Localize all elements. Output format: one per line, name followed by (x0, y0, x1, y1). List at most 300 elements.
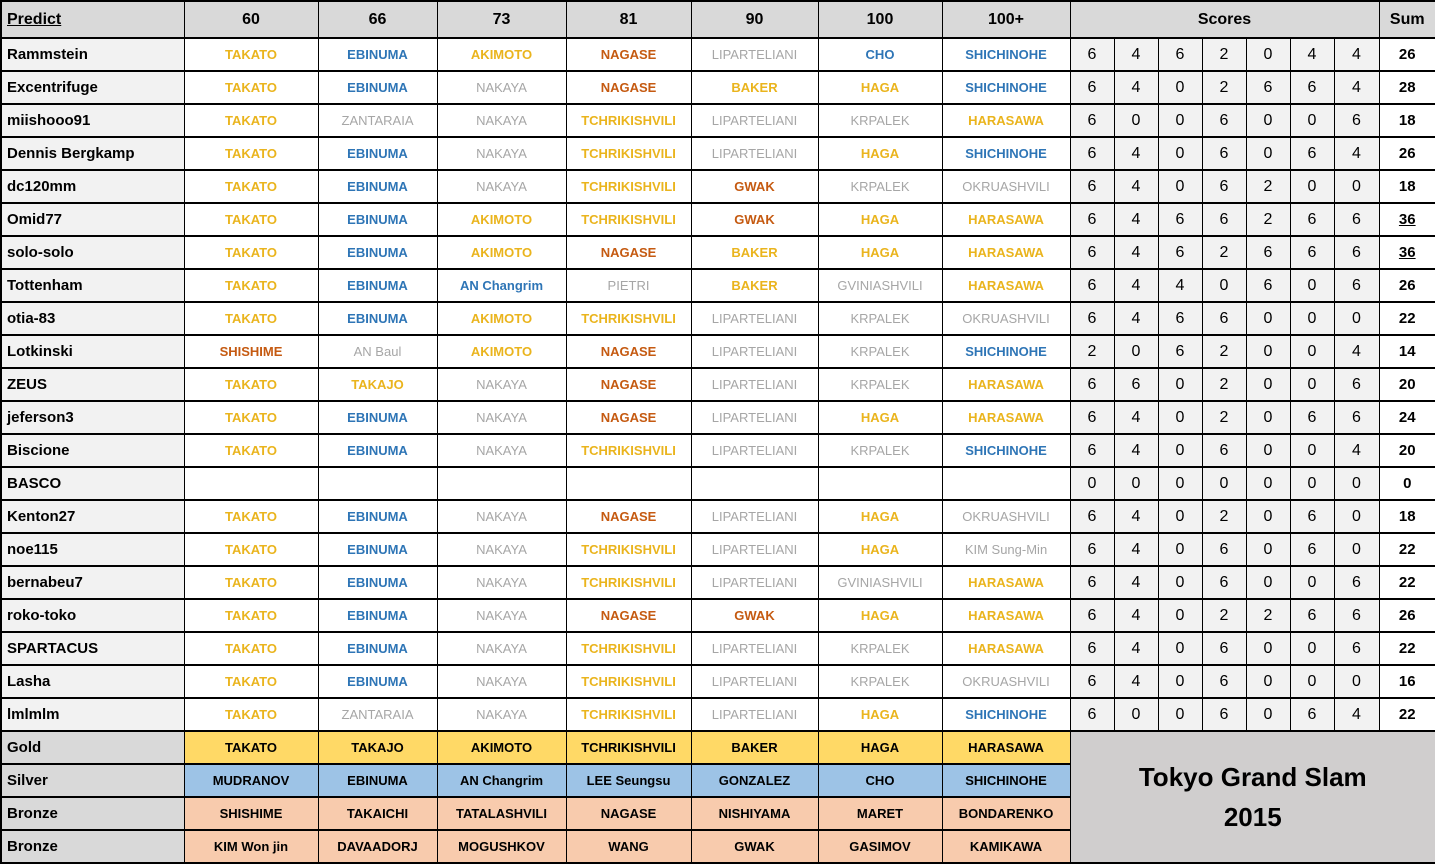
pick-cell: AKIMOTO (437, 38, 566, 71)
score-cell: 0 (1290, 368, 1334, 401)
pick-cell: LIPARTELIANI (691, 500, 818, 533)
predictor-name: SPARTACUS (1, 632, 184, 665)
score-cell: 6 (1290, 533, 1334, 566)
score-cell: 6 (1070, 368, 1114, 401)
medal-name-cell: NAGASE (566, 797, 691, 830)
score-cell: 4 (1114, 566, 1158, 599)
pick-cell: GVINIASHVILI (818, 566, 942, 599)
score-cell: 0 (1290, 566, 1334, 599)
score-cell: 6 (1070, 203, 1114, 236)
pick-cell: AKIMOTO (437, 335, 566, 368)
pick-cell: KRPALEK (818, 632, 942, 665)
medal-name-cell: AN Changrim (437, 764, 566, 797)
pick-cell: CHO (818, 38, 942, 71)
medal-name-cell: GWAK (691, 830, 818, 863)
medal-row-label: Bronze (1, 797, 184, 830)
score-cell: 0 (1246, 104, 1290, 137)
score-cell: 4 (1158, 269, 1202, 302)
medal-name-cell: EBINUMA (318, 764, 437, 797)
predictor-name: lmlmlm (1, 698, 184, 731)
medal-row-label: Bronze (1, 830, 184, 863)
score-cell: 6 (1202, 302, 1246, 335)
score-cell: 6 (1158, 236, 1202, 269)
pick-cell: KRPALEK (818, 104, 942, 137)
score-cell: 6 (1202, 434, 1246, 467)
pick-cell: TCHRIKISHVILI (566, 533, 691, 566)
pick-cell: HARASAWA (942, 401, 1070, 434)
predictor-name: dc120mm (1, 170, 184, 203)
score-cell: 6 (1202, 170, 1246, 203)
score-cell: 0 (1334, 302, 1379, 335)
pick-cell: LIPARTELIANI (691, 533, 818, 566)
pick-cell: LIPARTELIANI (691, 137, 818, 170)
sum-cell: 20 (1379, 434, 1435, 467)
pick-cell: TAKATO (184, 170, 318, 203)
weight-header-90: 90 (691, 1, 818, 38)
score-cell: 4 (1114, 71, 1158, 104)
table-row (1, 401, 1435, 434)
score-cell: 0 (1246, 533, 1290, 566)
score-cell: 4 (1114, 500, 1158, 533)
score-cell: 0 (1246, 434, 1290, 467)
score-cell: 6 (1070, 434, 1114, 467)
pick-cell: LIPARTELIANI (691, 38, 818, 71)
pick-cell: HARASAWA (942, 599, 1070, 632)
score-cell: 0 (1334, 500, 1379, 533)
weight-header-81: 81 (566, 1, 691, 38)
sum-cell: 22 (1379, 632, 1435, 665)
score-cell: 6 (1070, 599, 1114, 632)
medal-name-cell: AKIMOTO (437, 731, 566, 764)
pick-cell: OKRUASHVILI (942, 170, 1070, 203)
score-cell: 0 (1334, 533, 1379, 566)
pick-cell: TAKATO (184, 632, 318, 665)
score-cell: 0 (1290, 434, 1334, 467)
score-cell: 4 (1114, 170, 1158, 203)
score-cell: 6 (1070, 401, 1114, 434)
score-cell: 4 (1114, 38, 1158, 71)
score-cell: 0 (1290, 632, 1334, 665)
pick-cell: EBINUMA (318, 533, 437, 566)
pick-cell: TAKATO (184, 302, 318, 335)
pick-cell: LIPARTELIANI (691, 434, 818, 467)
score-cell: 6 (1202, 533, 1246, 566)
medal-name-cell: WANG (566, 830, 691, 863)
score-cell: 4 (1334, 71, 1379, 104)
pick-cell: TCHRIKISHVILI (566, 104, 691, 137)
score-cell: 6 (1070, 302, 1114, 335)
score-cell: 6 (1334, 104, 1379, 137)
sum-cell: 26 (1379, 38, 1435, 71)
score-cell: 0 (1290, 104, 1334, 137)
score-cell: 4 (1334, 698, 1379, 731)
score-cell: 6 (1202, 632, 1246, 665)
sum-cell: 22 (1379, 566, 1435, 599)
score-cell: 6 (1158, 38, 1202, 71)
pick-cell: SHICHINOHE (942, 335, 1070, 368)
score-cell: 6 (1290, 698, 1334, 731)
pick-cell: TAKATO (184, 401, 318, 434)
score-cell: 2 (1246, 170, 1290, 203)
table-row (1, 335, 1435, 368)
pick-cell: LIPARTELIANI (691, 632, 818, 665)
score-cell: 6 (1334, 632, 1379, 665)
pick-cell: GVINIASHVILI (818, 269, 942, 302)
sum-cell: 20 (1379, 368, 1435, 401)
score-cell: 0 (1290, 665, 1334, 698)
score-cell: 6 (1334, 401, 1379, 434)
sum-cell: 26 (1379, 599, 1435, 632)
weight-header-100plus: 100+ (942, 1, 1070, 38)
table-row (1, 71, 1435, 104)
pick-cell: NAGASE (566, 500, 691, 533)
pick-cell: EBINUMA (318, 599, 437, 632)
pick-cell: TCHRIKISHVILI (566, 665, 691, 698)
score-cell: 2 (1202, 71, 1246, 104)
medal-name-cell: TAKATO (184, 731, 318, 764)
pick-cell: LIPARTELIANI (691, 368, 818, 401)
pick-cell: HAGA (818, 236, 942, 269)
predictor-name: miishooo91 (1, 104, 184, 137)
tournament-title (1070, 731, 1435, 863)
pick-cell: HAGA (818, 500, 942, 533)
pick-cell: NAKAYA (437, 533, 566, 566)
pick-cell: LIPARTELIANI (691, 335, 818, 368)
score-cell: 6 (1334, 236, 1379, 269)
score-cell: 6 (1158, 335, 1202, 368)
score-cell: 4 (1114, 632, 1158, 665)
medal-name-cell: TAKAJO (318, 731, 437, 764)
score-cell: 2 (1202, 368, 1246, 401)
score-cell: 0 (1290, 170, 1334, 203)
score-cell: 2 (1202, 335, 1246, 368)
medal-name-cell: TCHRIKISHVILI (566, 731, 691, 764)
pick-cell: KRPALEK (818, 170, 942, 203)
pick-cell: AKIMOTO (437, 203, 566, 236)
pick-cell: HAGA (818, 533, 942, 566)
pick-cell: NAGASE (566, 335, 691, 368)
score-cell: 0 (1290, 335, 1334, 368)
score-cell: 6 (1070, 236, 1114, 269)
pick-cell: NAGASE (566, 368, 691, 401)
pick-cell: KRPALEK (818, 335, 942, 368)
pick-cell: LIPARTELIANI (691, 566, 818, 599)
score-cell: 2 (1246, 203, 1290, 236)
pick-cell: NAKAYA (437, 599, 566, 632)
pick-cell: EBINUMA (318, 401, 437, 434)
predictor-name: solo-solo (1, 236, 184, 269)
pick-cell: EBINUMA (318, 269, 437, 302)
pick-cell: NAKAYA (437, 434, 566, 467)
pick-cell: TAKATO (184, 38, 318, 71)
score-cell: 0 (1158, 170, 1202, 203)
sum-cell: 18 (1379, 500, 1435, 533)
pick-cell: HARASAWA (942, 566, 1070, 599)
score-cell: 0 (1158, 566, 1202, 599)
pick-cell: GWAK (691, 170, 818, 203)
score-cell: 0 (1158, 368, 1202, 401)
sum-cell: 22 (1379, 302, 1435, 335)
pick-cell: SHISHIME (184, 335, 318, 368)
medal-row-label: Gold (1, 731, 184, 764)
pick-cell: KRPALEK (818, 434, 942, 467)
score-cell: 0 (1158, 137, 1202, 170)
score-cell: 0 (1158, 500, 1202, 533)
pick-cell: NAKAYA (437, 698, 566, 731)
pick-cell: LIPARTELIANI (691, 698, 818, 731)
pick-cell: NAKAYA (437, 137, 566, 170)
score-cell: 2 (1202, 401, 1246, 434)
sum-cell: 14 (1379, 335, 1435, 368)
pick-cell: SHICHINOHE (942, 698, 1070, 731)
pick-cell: OKRUASHVILI (942, 665, 1070, 698)
medal-name-cell: GASIMOV (818, 830, 942, 863)
pick-cell: NAGASE (566, 38, 691, 71)
score-cell: 4 (1114, 236, 1158, 269)
predictor-name: jeferson3 (1, 401, 184, 434)
score-cell: 0 (1114, 698, 1158, 731)
pick-cell: TAKATO (184, 599, 318, 632)
pick-cell: NAKAYA (437, 632, 566, 665)
pick-cell (437, 467, 566, 500)
medal-name-cell: MARET (818, 797, 942, 830)
score-cell: 4 (1114, 533, 1158, 566)
predictor-name: roko-toko (1, 599, 184, 632)
score-cell: 0 (1202, 269, 1246, 302)
sum-cell: 28 (1379, 71, 1435, 104)
medal-name-cell: GONZALEZ (691, 764, 818, 797)
pick-cell: GWAK (691, 599, 818, 632)
pick-cell: NAKAYA (437, 665, 566, 698)
pick-cell: TCHRIKISHVILI (566, 698, 691, 731)
pick-cell: HAGA (818, 203, 942, 236)
pick-cell: TAKATO (184, 137, 318, 170)
medal-name-cell: NISHIYAMA (691, 797, 818, 830)
score-cell: 2 (1202, 38, 1246, 71)
score-cell: 2 (1202, 236, 1246, 269)
score-cell: 4 (1114, 137, 1158, 170)
score-cell: 2 (1070, 335, 1114, 368)
predictor-name: Lotkinski (1, 335, 184, 368)
score-cell: 0 (1246, 467, 1290, 500)
pick-cell: LIPARTELIANI (691, 665, 818, 698)
score-cell: 6 (1202, 665, 1246, 698)
table-row (1, 104, 1435, 137)
pick-cell: NAKAYA (437, 170, 566, 203)
score-cell: 0 (1158, 434, 1202, 467)
score-cell: 0 (1246, 368, 1290, 401)
score-cell: 6 (1290, 401, 1334, 434)
score-cell: 6 (1290, 236, 1334, 269)
score-cell: 2 (1202, 599, 1246, 632)
pick-cell: ZANTARAIA (318, 698, 437, 731)
pick-cell: KRPALEK (818, 302, 942, 335)
predictor-name: Dennis Bergkamp (1, 137, 184, 170)
pick-cell: HAGA (818, 698, 942, 731)
header-row (1, 1, 1435, 38)
sum-cell: 0 (1379, 467, 1435, 500)
table-row (1, 137, 1435, 170)
score-cell: 6 (1202, 203, 1246, 236)
pick-cell: AN Changrim (437, 269, 566, 302)
table-row (1, 599, 1435, 632)
pick-cell: EBINUMA (318, 665, 437, 698)
score-cell: 6 (1070, 566, 1114, 599)
medal-name-cell: SHISHIME (184, 797, 318, 830)
weight-header-60: 60 (184, 1, 318, 38)
score-cell: 2 (1246, 599, 1290, 632)
score-cell: 4 (1334, 38, 1379, 71)
score-cell: 0 (1334, 467, 1379, 500)
score-cell: 6 (1290, 599, 1334, 632)
score-cell: 0 (1158, 632, 1202, 665)
pick-cell: EBINUMA (318, 38, 437, 71)
pick-cell: GWAK (691, 203, 818, 236)
pick-cell: NAKAYA (437, 71, 566, 104)
pick-cell: HARASAWA (942, 236, 1070, 269)
medal-name-cell: HAGA (818, 731, 942, 764)
table-row (1, 434, 1435, 467)
pick-cell: HARASAWA (942, 104, 1070, 137)
predictor-name: BASCO (1, 467, 184, 500)
pick-cell: HARASAWA (942, 203, 1070, 236)
score-cell: 0 (1246, 665, 1290, 698)
score-cell: 6 (1246, 269, 1290, 302)
pick-cell: TCHRIKISHVILI (566, 302, 691, 335)
predictor-name: bernabeu7 (1, 566, 184, 599)
score-cell: 0 (1158, 698, 1202, 731)
pick-cell: NAKAYA (437, 500, 566, 533)
score-cell: 6 (1202, 566, 1246, 599)
sum-cell: 22 (1379, 698, 1435, 731)
score-cell: 6 (1070, 269, 1114, 302)
pick-cell: HARASAWA (942, 632, 1070, 665)
score-cell: 2 (1202, 500, 1246, 533)
score-cell: 0 (1246, 302, 1290, 335)
score-cell: 0 (1290, 467, 1334, 500)
predictor-name: Lasha (1, 665, 184, 698)
score-cell: 6 (1246, 71, 1290, 104)
pick-cell: SHICHINOHE (942, 137, 1070, 170)
pick-cell (942, 467, 1070, 500)
score-cell: 6 (1202, 137, 1246, 170)
tournament-title-line2: 2015 (1071, 797, 1435, 837)
score-cell: 0 (1290, 302, 1334, 335)
score-cell: 6 (1334, 599, 1379, 632)
pick-cell: NAGASE (566, 401, 691, 434)
score-cell: 0 (1070, 467, 1114, 500)
medal-name-cell: CHO (818, 764, 942, 797)
medal-name-cell: KAMIKAWA (942, 830, 1070, 863)
medal-name-cell: BAKER (691, 731, 818, 764)
predictor-name: ZEUS (1, 368, 184, 401)
table-row (1, 698, 1435, 731)
table-row (1, 170, 1435, 203)
score-cell: 6 (1290, 137, 1334, 170)
pick-cell: HAGA (818, 599, 942, 632)
medal-name-cell: HARASAWA (942, 731, 1070, 764)
pick-cell: EBINUMA (318, 71, 437, 104)
score-cell: 6 (1290, 203, 1334, 236)
score-cell: 0 (1202, 467, 1246, 500)
table-row (1, 269, 1435, 302)
score-cell: 6 (1114, 368, 1158, 401)
table-row (1, 38, 1435, 71)
score-cell: 0 (1158, 71, 1202, 104)
pick-cell: LIPARTELIANI (691, 302, 818, 335)
pick-cell: EBINUMA (318, 236, 437, 269)
tournament-title-line1: Tokyo Grand Slam (1071, 757, 1435, 797)
pick-cell: SHICHINOHE (942, 434, 1070, 467)
score-cell: 0 (1246, 335, 1290, 368)
pick-cell: SHICHINOHE (942, 38, 1070, 71)
medal-name-cell: KIM Won jin (184, 830, 318, 863)
pick-cell: TAKATO (184, 566, 318, 599)
sum-header: Sum (1379, 1, 1435, 38)
pick-cell (818, 467, 942, 500)
pick-cell (318, 467, 437, 500)
pick-cell (184, 467, 318, 500)
pick-cell: TAKATO (184, 269, 318, 302)
sum-cell: 16 (1379, 665, 1435, 698)
pick-cell: EBINUMA (318, 434, 437, 467)
score-cell: 6 (1070, 71, 1114, 104)
score-cell: 6 (1070, 170, 1114, 203)
pick-cell: NAKAYA (437, 566, 566, 599)
medal-name-cell: LEE Seungsu (566, 764, 691, 797)
score-cell: 6 (1334, 269, 1379, 302)
pick-cell: KRPALEK (818, 368, 942, 401)
score-cell: 0 (1158, 665, 1202, 698)
sum-cell: 24 (1379, 401, 1435, 434)
medal-name-cell: DAVAADORJ (318, 830, 437, 863)
pick-cell: TAKATO (184, 203, 318, 236)
score-cell: 0 (1114, 467, 1158, 500)
pick-cell: NAKAYA (437, 401, 566, 434)
medal-row (1, 731, 1435, 764)
medal-name-cell: BONDARENKO (942, 797, 1070, 830)
table-row (1, 467, 1435, 500)
score-cell: 0 (1246, 566, 1290, 599)
pick-cell: TAKATO (184, 368, 318, 401)
pick-cell: TAKATO (184, 500, 318, 533)
predictor-name: otia-83 (1, 302, 184, 335)
pick-cell: TAKATO (184, 698, 318, 731)
predictor-name: Omid77 (1, 203, 184, 236)
score-cell: 6 (1202, 698, 1246, 731)
medal-name-cell: SHICHINOHE (942, 764, 1070, 797)
score-cell: 6 (1070, 665, 1114, 698)
score-cell: 4 (1114, 599, 1158, 632)
table-row (1, 203, 1435, 236)
table-row (1, 665, 1435, 698)
score-cell: 6 (1158, 203, 1202, 236)
score-cell: 4 (1290, 38, 1334, 71)
pick-cell: NAGASE (566, 236, 691, 269)
predictor-name: Excentrifuge (1, 71, 184, 104)
score-cell: 4 (1334, 434, 1379, 467)
score-cell: 6 (1334, 368, 1379, 401)
score-cell: 0 (1246, 401, 1290, 434)
score-cell: 6 (1070, 104, 1114, 137)
scores-header: Scores (1070, 1, 1379, 38)
predictor-name: noe115 (1, 533, 184, 566)
pick-cell: TCHRIKISHVILI (566, 170, 691, 203)
pick-cell: LIPARTELIANI (691, 401, 818, 434)
pick-cell: TAKATO (184, 71, 318, 104)
pick-cell: TAKATO (184, 104, 318, 137)
table-row (1, 500, 1435, 533)
